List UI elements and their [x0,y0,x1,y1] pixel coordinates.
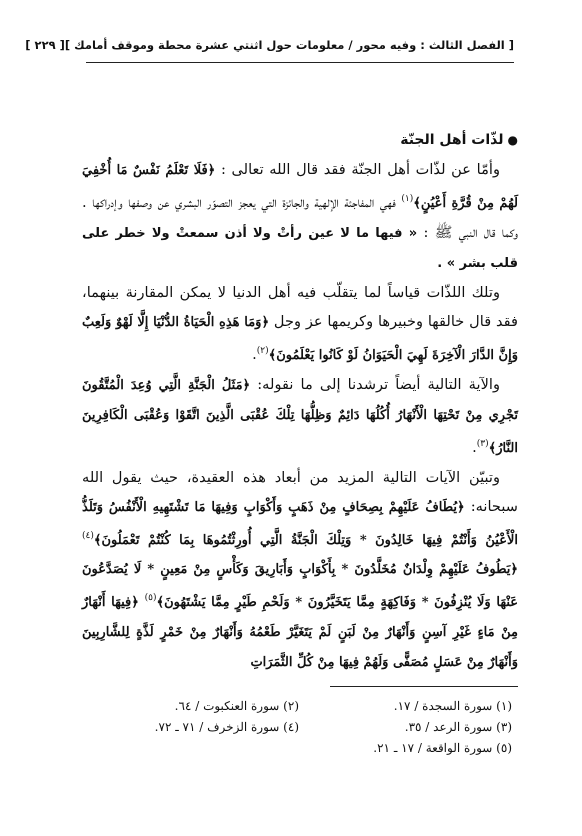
running-header [25,38,514,52]
paragraph-text: والآية التالية أيضاً ترشدنا إلى ما نقوله: [257,375,500,393]
main-text [82,126,518,677]
quran-verse: ﴿وَمَا هَذِهِ الْحَيَاةُ الدُّنْيَا إِلَّا لَهْوٌ وَلَعِبٌ وَإِنَّ الدَّارَ الْآخِرَةَ لَهِيَ الْحَيَوَانُ لَوْ كَانُوا يَعْلَمُونَ﴾ [82,314,518,363]
bullet-icon: ● [507,133,518,147]
footnote-ref: (٢) [256,345,269,356]
paragraph-1 [82,155,518,278]
paragraph-2: وتلك اللذّات قياساً لما يتقلّب فيه أهل الدنيا لا يمكن المقارنة بينهما، فقد قال خالقها وخبيرها وكريمها عز وجل ﴿وَمَا هَذِهِ الْحَيَاةُ الدُّنْيَا إِلَّا لَهْوٌ وَلَعِبٌ وَإِنَّ الدَّارَ الْآخِرَةَ لَهِيَ الْحَيَوَانُ لَوْ كَانُوا يَعْلَمُونَ﴾$^{(٢)}$. [82,283,519,363]
quran-verse: ﴿فَلَا تَعْلَمُ نَفْسٌ مَا أُخْفِيَ لَهُمْ مِنْ قُرَّةِ أَعْيُنٍ﴾ [82,163,519,211]
paragraph-text: وأمّا عن لذّات أهل الجنّة فقد قال الله تعالى : [220,161,500,178]
paragraph-text: وتلك اللذّات قياساً لما يتقلّب فيه أهل الدنيا لا يمكن المقارنة بينهما، فقد قال خالقها وخبيرها وكريمها عز وجل [82,283,519,330]
footnote-divider [330,686,518,687]
paragraph-4 [82,463,518,678]
header-divider [86,62,514,63]
paragraph-text: وتبيّن الآيات التالية المزيد من أبعاد هذه العقيدة، حيث يقول الله سبحانه: [82,468,518,515]
footnote-row [86,696,512,717]
footnote-ref: (٥) [144,593,157,604]
quran-verse: ﴿فِيهَا أَنْهَارٌ مِنْ مَاءٍ غَيْرِ آسِنٍ وَأَنْهَارٌ مِنْ لَبَنٍ لَمْ يَتَغَيَّرْ طَعْمُهُ وَأَنْهَارٌ مِنْ خَمْرٍ لَذَّةٍ لِلشَّارِبِينَ وَأَنْهَارٌ مِنْ عَسَلٍ مُصَفًّى وَلَهُمْ فِيهَا مِنْ كُلِّ الثَّمَرَاتِ [82,595,518,671]
quran-verse: ﴿يَطُوفُ عَلَيْهِمْ وِلْدَانٌ مُخَلَّدُونَ * بِأَكْوَابٍ وَأَبَارِيقَ وَكَأْسٍ مِنْ مَعِينٍ * لَا يُصَدَّعُونَ عَنْهَا وَلَا يُنْزِفُونَ * وَفَاكِهَةٍ مِمَّا يَتَخَيَّرُونَ * وَلَحْمِ طَيْرٍ مِمَّا يَشْتَهُونَ﴾ [82,562,519,611]
footnote-1: (١) سورة السجدة / ١٧. [393,699,512,713]
footnote-3: (٣) سورة الرعد / ٣٥. [404,720,512,734]
chapter-title: [ الفصل الثالث : وفيه محور / معلومات حول اثنتي عشرة محطة وموقف أمامك ] [64,38,514,52]
footnotes [86,696,512,759]
footnote-2: (٢) سورة العنكبوت / ٦٤. [174,699,299,713]
footnote-4: (٤) سورة الزخرف / ٧١ ـ ٧٢. [154,720,299,734]
footnote-ref: (١) [401,194,414,204]
footnote-ref: (٤) [82,530,94,541]
quran-verse: ﴿مَثَلُ الْجَنَّةِ الَّتِي وُعِدَ الْمُتَّقُونَ تَجْرِي مِنْ تَحْتِهَا الْأَنْهَارُ أُكُلُهَا دَائِمٌ وَظِلُّهَا تِلْكَ عُقْبَى الَّذِينَ اتَّقَوْا وَعُقْبَى الْكَافِرِينَ النَّارُ﴾ [82,377,518,456]
page-number: [ ٢٢٩ ] [25,38,65,52]
paragraph-3: والآية التالية أيضاً ترشدنا إلى ما نقوله: ﴿مَثَلُ الْجَنَّةِ الَّتِي وُعِدَ الْمُتَّقُونَ تَجْرِي مِنْ تَحْتِهَا الْأَنْهَارُ أُكُلُهَا دَائِمٌ وَظِلُّهَا تِلْكَ عُقْبَى الَّذِينَ اتَّقَوْا وَعُقْبَى الْكَافِرِينَ النَّارُ﴾$^{(٣)}$. [82,375,518,456]
footnote-row [86,717,512,738]
footnote-ref: (٣) [476,438,489,449]
section-heading-text: لذّات أهل الجنّة [400,132,504,148]
paragraph-text: فهي المفاجئة الإلهية والجائزة التي يعجز التصوّر البشري عن وصفها وإدراكها . وكما قال النبي ﷺ : [82,193,518,241]
quran-verse: ﴿يُطَافُ عَلَيْهِمْ بِصِحَافٍ مِنْ ذَهَبٍ وَأَكْوَابٍ وَفِيهَا مَا تَشْتَهِيهِ الْأَنْفُسُ وَتَلَذُّ الْأَعْيُنُ وَأَنْتُمْ فِيهَا خَالِدُونَ * وَتِلْكَ الْجَنَّةُ الَّتِي أُورِثْتُمُوهَا بِمَا كُنْتُمْ تَعْمَلُونَ﴾ [82,499,518,548]
hadith-quote: « فيها ما لا عين رأتْ ولا أذن سمعتْ ولا خطر على قلب بشر » . [82,225,518,271]
footnote-row [86,738,512,759]
section-heading [82,126,518,155]
footnote-5: (٥) سورة الواقعة / ١٧ ـ ٢١. [373,741,512,755]
